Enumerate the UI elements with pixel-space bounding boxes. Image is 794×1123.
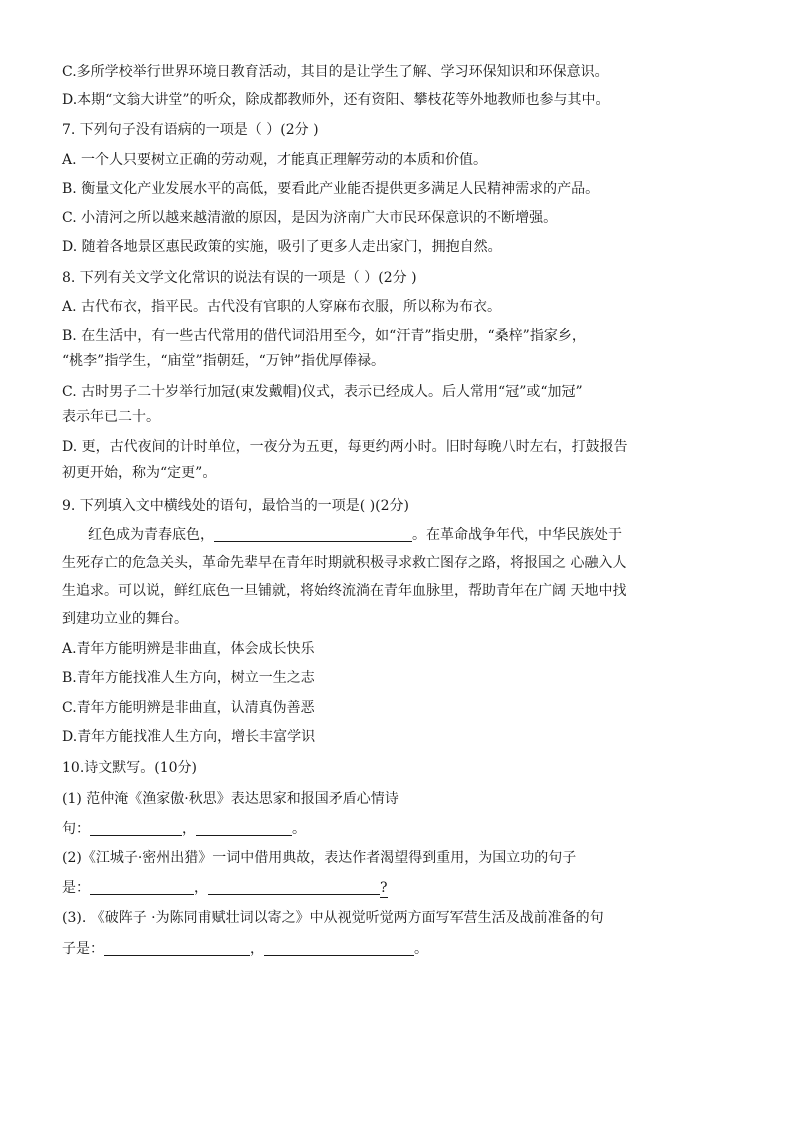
q10-item1-line1: (1) 范仲淹《渔家傲·秋思》表达思家和报国矛盾心情诗: [62, 791, 399, 807]
q10-item2-line2: [62, 879, 388, 898]
q9-option-b: B.青年方能找准人生方向，树立一生之志: [62, 670, 315, 686]
q10-item3-prefix: 子是：: [62, 941, 104, 957]
q7-option-d: D. 随着各地景区惠民政策的实施，吸引了更多人走出家门，拥抱自然。: [62, 239, 502, 255]
q10-item2-comma: ，: [194, 880, 208, 896]
q10-item1-period: 。: [292, 821, 306, 837]
q10-item3-blank-1[interactable]: [104, 941, 250, 956]
q10-stem: 10.诗文默写。(10分): [62, 760, 198, 776]
q8-option-b-line2: “桃李”指学生，“庙堂”指朝廷，“万钟”指优厚俸禄。: [62, 353, 385, 369]
q10-item3-line2: [62, 940, 428, 958]
q10-item3-blank-2[interactable]: [264, 941, 414, 956]
q7-option-b: B. 衡量文化产业发展水平的高低，要看此产业能否提供更多满足人民精神需求的产品。: [62, 181, 600, 197]
q8-option-a: A. 古代布衣，指平民。古代没有官职的人穿麻布衣服，所以称为布衣。: [62, 299, 502, 315]
q9-passage-line1: [88, 526, 622, 544]
q10-item3-period: 。: [414, 941, 428, 957]
q7-stem: 7. 下列句子没有语病的一项是（ ）(2分 ): [62, 122, 319, 138]
q10-item3-line1: (3). 《破阵子 ·为陈同甫赋壮词以寄之》中从视觉听觉两方面写军营生活及战前准备的句: [62, 910, 604, 926]
q8-option-c-line2: 表示年已二十。: [62, 409, 160, 425]
q8-stem: 8. 下列有关文学文化常识的说法有误的一项是（ ）(2分 ): [62, 270, 417, 286]
q9-passage-line3: 生追求。可以说，鲜红底色一旦铺就，将始终流淌在青年血脉里，帮助青年在广阔 天地中找: [62, 583, 627, 599]
q10-item2-prefix: 是：: [62, 880, 90, 896]
q9-option-a: A.青年方能明辨是非曲直，体会成长快乐: [62, 641, 315, 657]
q8-option-b-line1: B. 在生活中，有一些古代常用的借代词沿用至今，如“汗青”指史册，“桑梓”指家乡，: [62, 328, 586, 344]
q8-option-d-line2: 初更开始，称为“定更”。: [62, 465, 217, 481]
q9-stem: 9. 下列填入文中横线处的语句，最恰当的一项是( )(2分): [62, 498, 410, 514]
q10-item1-line2: [62, 820, 306, 838]
q10-item2-line1: (2)《江城子·密州出猎》一词中借用典故，表达作者渴望得到重用，为国立功的句子: [62, 850, 577, 866]
q10-item3-comma: ，: [250, 941, 264, 957]
q10-item2-blank-2[interactable]: [208, 880, 380, 895]
q9-passage-text-a: 红色成为青春底色，: [88, 527, 214, 543]
q10-item1-comma: ，: [182, 821, 196, 837]
q6-option-c: C.多所学校举行世界环境日教育活动，其目的是让学生了解、学习环保知识和环保意识。: [62, 64, 609, 80]
q10-item2-question-mark: ?: [380, 880, 388, 896]
q9-passage-text-b: 。在革命战争年代，中华民族处于: [412, 527, 622, 543]
q8-option-d-line1: D. 更，古代夜间的计时单位，一夜分为五更，每更约两小时。旧时每晚八时左右，打鼓报告: [62, 439, 628, 455]
q10-item1-blank-2[interactable]: [196, 821, 292, 836]
q9-answer-blank[interactable]: [214, 527, 412, 542]
q9-passage-line2: 生死存亡的危急关头，革命先辈早在青年时期就积极寻求救亡图存之路，将报国之 心融入人: [62, 555, 627, 571]
q9-option-d: D.青年方能找准人生方向，增长丰富学识: [62, 729, 316, 745]
q9-option-c: C.青年方能明辨是非曲直，认清真伪善恶: [62, 700, 315, 716]
q7-option-a: A. 一个人只要树立正确的劳动观，才能真正理解劳动的本质和价值。: [62, 152, 488, 168]
q10-item1-prefix: 句：: [62, 821, 90, 837]
q10-item1-blank-1[interactable]: [90, 821, 182, 836]
q8-option-c-line1: C. 古时男子二十岁举行加冠(束发戴帽)仪式，表示已经成人。后人常用“冠”或“加冠”: [62, 384, 583, 400]
q9-passage-line4: 到建功立业的舞台。: [62, 611, 188, 627]
q6-option-d: D.本期“文翁大讲堂”的听众，除成都教师外，还有资阳、攀枝花等外地教师也参与其中。: [62, 92, 610, 108]
q10-item2-blank-1[interactable]: [90, 880, 194, 895]
q7-option-c: C. 小清河之所以越来越清澈的原因，是因为济南广大市民环保意识的不断增强。: [62, 210, 558, 226]
